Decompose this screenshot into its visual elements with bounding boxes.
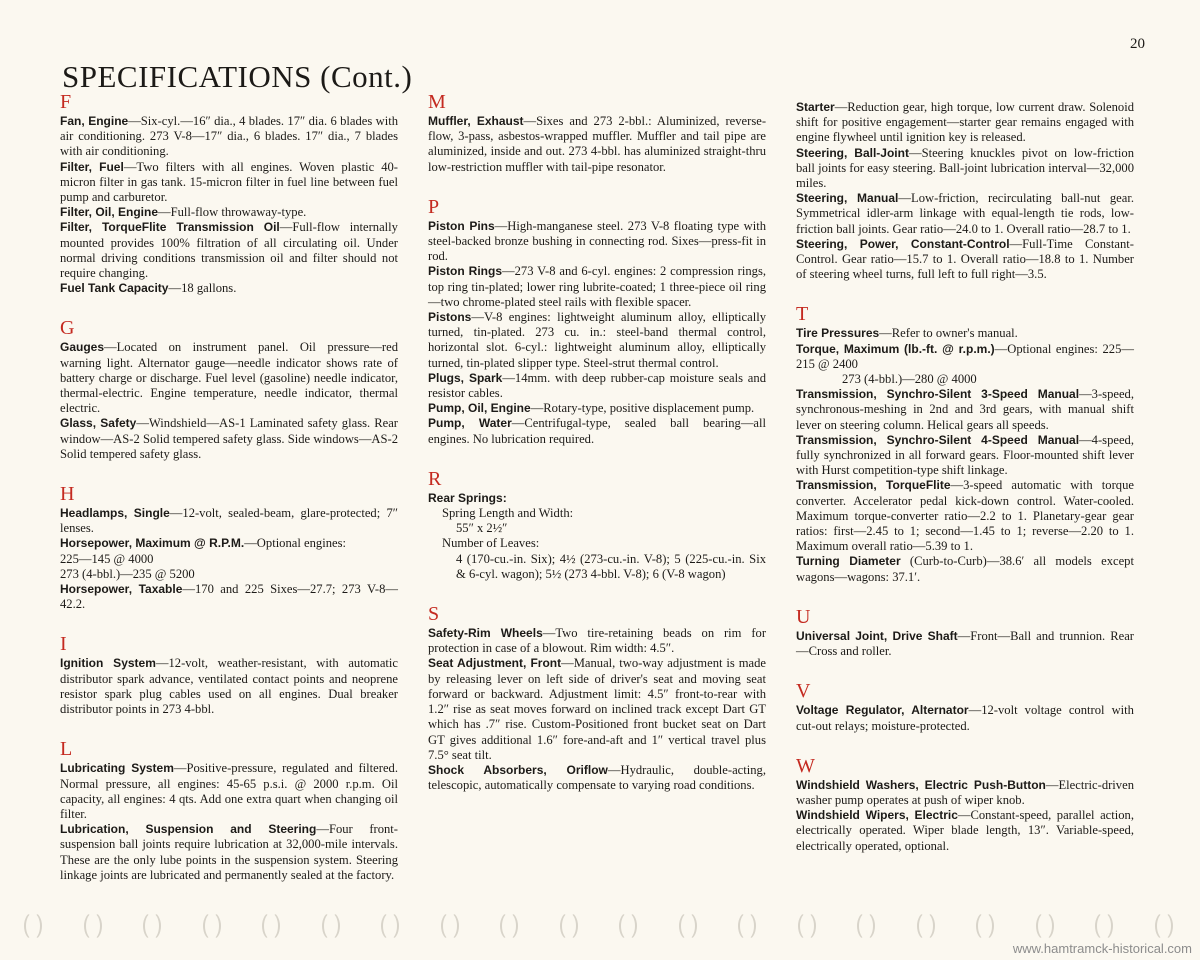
spec-entry (60, 281, 398, 296)
spec-description: —Electric-driven washer pump operates at push of wiper knob. (796, 777, 1134, 807)
spec-term: Fan, Engine (60, 114, 129, 128)
binder-hole (143, 912, 161, 940)
page-title: SPECIFICATIONS (Cont.) (62, 58, 413, 94)
spec-term: Windshield Washers, Electric Push-Button (796, 777, 1046, 792)
binder-hole (976, 912, 994, 940)
spec-description: —Centrifugal-type, sealed ball bearing—all engines. No lubrication required. (428, 416, 766, 446)
spec-description: —170 and 225 Sixes—27.7; 273 V-8—42.2. (60, 582, 398, 612)
page-number: 20 (1130, 36, 1145, 52)
spec-description: —Two tire-retaining beads on rim for protection in case of a blowout. Rim width: 4.5″. (428, 626, 767, 656)
spec-entry (796, 808, 1134, 854)
spec-description: —Refer to owner's manual. (879, 326, 1018, 341)
spec-section (796, 607, 1134, 659)
section-letter: H (60, 483, 75, 506)
spec-column-3 (796, 100, 1134, 876)
spec-term: Filter, Oil, Engine (60, 205, 159, 220)
spec-term: Shock Absorbers, Oriflow (428, 762, 608, 777)
spec-section (60, 739, 398, 883)
spec-entry (60, 761, 398, 822)
spec-section (428, 197, 766, 447)
section-letter: F (60, 91, 72, 113)
spec-term: Torque, Maximum (lb.-ft. @ r.p.m.) (796, 341, 995, 356)
spec-term: Glass, Safety (60, 416, 137, 431)
spec-entry (796, 433, 1134, 479)
binder-hole (738, 912, 756, 940)
spec-entry (428, 371, 766, 401)
spec-entry (428, 401, 766, 416)
spec-description: —Hydraulic, double-acting, telescopic, automatically compensate to varying road conditions. (428, 762, 767, 793)
spec-term: Horsepower, Maximum @ R.P.M. (60, 536, 245, 551)
spec-entry (428, 416, 766, 446)
binder-hole (500, 912, 518, 940)
spec-term: Muffler, Exhaust (428, 114, 524, 128)
spec-section (60, 634, 398, 717)
spec-line: 4 (170-cu.-in. Six); 4½ (273-cu.-in. V-8); 5 (225-cu.-in. Six & 6-cyl. wagon); 5½ (273 4-bbl. V-8); 6 (V-8 wagon) (456, 551, 766, 581)
binder-hole (560, 912, 578, 940)
spec-term: Pistons (428, 310, 472, 325)
binder-hole (917, 912, 935, 940)
spec-entry (60, 340, 398, 416)
spec-entry (796, 191, 1134, 237)
spec-section (796, 100, 1134, 282)
spec-description: (Curb-to-Curb)—38.6′ all models except wagons—wagons: 37.1′. (796, 554, 1134, 584)
binder-hole (1155, 912, 1173, 940)
spec-description: —Full-flow throwaway-type. (158, 205, 307, 220)
spec-entry (60, 114, 398, 160)
spec-entry (796, 703, 1134, 733)
section-letter: S (428, 603, 440, 626)
section-letter: R (428, 467, 442, 490)
spec-entry (428, 219, 766, 265)
spec-entry (60, 582, 398, 612)
spec-term: Tire Pressures (796, 326, 880, 341)
spec-term: Steering, Ball-Joint (796, 145, 909, 160)
binder-hole (262, 912, 280, 940)
binder-hole (24, 912, 42, 940)
spec-line: 225—145 @ 4000 (60, 551, 154, 566)
spec-term: Universal Joint, Drive Shaft (796, 628, 958, 643)
binder-hole (84, 912, 102, 940)
spec-term: Steering, Manual (796, 191, 899, 206)
spec-entry (428, 656, 766, 762)
spec-entry (796, 387, 1134, 433)
spec-description: —Full-Time Constant-Control. Gear ratio—15.7 to 1. Overall ratio—18.8 to 1. Number of steering wheel turns, full left to full right—3.5. (796, 236, 1134, 282)
spec-description: —Front—Ball and trunnion. Rear—Cross and roller. (796, 628, 1134, 659)
spec-description: —Positive-pressure, regulated and filtered. Normal pressure, all engines: 45-65 p.s.i. @ 2000 r.p.m. Oil capacity, all engines: 4 qts. Add one extra quart when changing oil filter. (60, 761, 398, 821)
spec-description: —Optional engines: (244, 536, 346, 551)
spec-term: Voltage Regulator, Alternator (796, 703, 969, 718)
spec-description: —Optional engines: 225—215 @ 2400 (796, 341, 1134, 371)
spec-entry (428, 763, 766, 793)
binder-hole (1095, 912, 1113, 940)
spec-description: —14mm. with deep rubber-cap moisture seals and resistor cables. (428, 370, 766, 401)
spec-description: —Steering knuckles pivot on low-friction ball joints for easy steering. Ball-joint lubrication interval—32,000 miles. (796, 145, 1134, 191)
spec-column-2 (428, 92, 766, 815)
spec-column-1 (60, 92, 398, 905)
spec-term: Steering, Power, Constant-Control (796, 236, 1010, 251)
spec-entry (796, 146, 1134, 192)
section-letter: V (796, 680, 811, 703)
spec-entry (796, 100, 1134, 146)
spec-entry (428, 626, 766, 656)
footer-url: www.hamtramck-historical.com (1012, 941, 1192, 956)
spec-term: Transmission, Synchro-Silent 4-Speed Manual (796, 432, 1080, 447)
spec-entry (796, 326, 1134, 341)
spec-section (796, 304, 1134, 584)
spec-description: —18 gallons. (168, 281, 237, 296)
spec-description: —Manual, two-way adjustment is made by releasing lever on left side of driver's seat and moving seat forward or backward. Adjustment limit: 4.5″ front-to-rear with 1.2″ rise as seat moves forward on inclined track except Dart GT which has .7″ rise. Custom-Positioned front bucket seat on Dart GT gives additional 1.6″ fore-and-aft and 1″ vertical travel plus 7.5° seat tilt. (428, 656, 767, 762)
spec-description: —Four front-suspension ball joints require lubrication at 32,000-mile intervals. These are the only lube points in the suspension system. Steering linkage joints are lubricated and permanently sealed at the factory. (60, 822, 398, 882)
spec-line: Number of Leaves: (442, 536, 540, 551)
spec-term: Lubricating System (60, 761, 174, 776)
spec-description: —V-8 engines: lightweight aluminum alloy, elliptically turned, tin-plated. 273 cu. in.: steel-band thermal control, horizontal slot. 6-cyl.: lightweight aluminum alloy, elliptically turned, tin-plated slipper type. Steel-strut thermal control. (428, 310, 766, 370)
spec-description: —Located on instrument panel. Oil pressure—red warning light. Alternator gauge—needle indicator shows rate of battery charge or discharge. Fuel level (gasoline) needle indicator, thermal-electric. Engine temperature, needle indicator, thermal electric. (60, 340, 398, 416)
spec-entry (796, 237, 1134, 283)
spec-term: Rear Springs: (428, 490, 507, 505)
spec-description: —High-manganese steel. 273 V-8 floating type with steel-backed bronze bushing in connecting rod. Sixes—press-fit in rod. (428, 218, 767, 264)
spec-term: Headlamps, Single (60, 506, 170, 521)
spec-term: Piston Rings (428, 264, 503, 279)
spec-term: Fuel Tank Capacity (60, 281, 169, 296)
spec-term: Starter (796, 100, 835, 114)
spec-term: Pump, Water (428, 416, 512, 431)
section-letter: L (60, 738, 73, 761)
binder-hole (203, 912, 221, 940)
spec-section (60, 484, 398, 612)
spec-entry (60, 822, 398, 883)
spec-description: —Windshield—AS-1 Laminated safety glass. Rear window—AS-2 Solid tempered safety glass. Side windows—AS-2 Solid tempered safety glass. (60, 416, 398, 461)
spec-term: Safety-Rim Wheels (428, 626, 543, 641)
spec-term: Gauges (60, 340, 105, 355)
spec-description: —273 V-8 and 6-cyl. engines: 2 compression rings, top ring tin-plated; lower ring lubrite-coated; 1 three-piece oil ring—two chrome-plated steel rails with flexible spacer. (428, 264, 766, 309)
spec-entry (60, 506, 398, 536)
section-letter: U (796, 605, 811, 628)
spec-term: Transmission, Synchro-Silent 3-Speed Manual (796, 387, 1080, 402)
spec-term: Ignition System (60, 656, 156, 671)
spec-entry (60, 536, 398, 582)
spec-term: Transmission, TorqueFlite (796, 478, 951, 493)
spec-description: —Six-cyl.—16″ dia., 4 blades. 17″ dia. 6 blades with air conditioning. 273 V-8—17″ dia., 6 blades. 17″ dia., 7 blades with air conditioning. (60, 114, 398, 159)
spec-entry (796, 629, 1134, 659)
spec-entry (428, 264, 766, 310)
section-letter: M (428, 91, 446, 113)
spec-description: —12-volt, sealed-beam, glare-protected; 7″ lenses. (60, 506, 398, 536)
spec-section (796, 756, 1134, 854)
spec-term: Windshield Wipers, Electric (796, 808, 958, 823)
spec-entry (796, 478, 1134, 554)
binder-hole (679, 912, 697, 940)
spec-term: Horsepower, Taxable (60, 582, 183, 597)
spec-line: 273 (4-bbl.)—235 @ 5200 (60, 566, 195, 581)
spec-description: —3-speed, synchronous-meshing in 2nd and 3rd gears, with manual shift lever on steering column. Helical gears all speeds. (796, 387, 1134, 432)
spec-description: —Reduction gear, high torque, low current draw. Solenoid shift for positive engagement—starter gear remains engaged with engine flywheel until ignition key is released. (796, 100, 1134, 145)
binder-hole (857, 912, 875, 940)
spec-term: Filter, Fuel (60, 159, 124, 174)
section-letter: T (796, 303, 809, 326)
spec-entry (428, 114, 766, 175)
binder-hole (798, 912, 816, 940)
binder-hole (619, 912, 637, 940)
spec-section (428, 92, 766, 175)
binder-holes (0, 912, 1200, 942)
spec-description: —Sixes and 273 2-bbl.: Aluminized, reverse-flow, 3-pass, asbestos-wrapped muffler. Muffler and tail pipe are aluminized, inside and out. 273 4-bbl. has aluminized straight-thru low-restriction muffler with tail-pipe resonator. (428, 114, 767, 174)
spec-term: Piston Pins (428, 218, 495, 233)
spec-section (796, 681, 1134, 733)
spec-line: Spring Length and Width: (442, 506, 574, 521)
spec-line: 273 (4-bbl.)—280 @ 4000 (842, 372, 977, 387)
binder-hole (1036, 912, 1054, 940)
spec-entry (796, 778, 1134, 808)
spec-entry (428, 310, 766, 371)
spec-entry (428, 491, 766, 582)
spec-entry (796, 554, 1134, 584)
spec-term: Turning Diameter (796, 554, 901, 569)
spec-entry (60, 220, 398, 281)
spec-description: —3-speed automatic with torque converter. Accelerator pedal kick-down control. Water-cooled. Maximum torque-converter ratio—2.2 to 1. Planetary-gear gear ratios: first—2.45 to 1; second—1.45 to 1; reverse—2.20 to 1. Maximum overall ratio—5.39 to 1. (796, 478, 1134, 554)
spec-description: —12-volt voltage control with cut-out relays; moisture-protected. (796, 703, 1134, 733)
section-letter: G (60, 317, 75, 340)
spec-entry (60, 160, 398, 206)
binder-hole (441, 912, 459, 940)
spec-line: 55″ x 2½″ (456, 521, 508, 536)
spec-term: Lubrication, Suspension and Steering (60, 822, 317, 837)
spec-entry (60, 656, 398, 717)
spec-section (60, 92, 398, 296)
spec-term: Filter, TorqueFlite Transmission Oil (60, 220, 280, 235)
binder-hole (381, 912, 399, 940)
spec-section (60, 318, 398, 462)
binder-hole (322, 912, 340, 940)
spec-term: Pump, Oil, Engine (428, 401, 531, 416)
spec-description: —Rotary-type, positive displacement pump. (530, 401, 755, 416)
spec-entry (796, 342, 1134, 388)
spec-description: —12-volt, weather-resistant, with automatic distributor spark advance, ventilated contact points and neoprene resistor spark plug cables used on all engines. Dual breaker distributor points in 273 4-bbl. (60, 656, 398, 717)
spec-section (428, 604, 766, 793)
section-letter: I (60, 633, 67, 656)
spec-section (428, 469, 766, 582)
spec-description: —4-speed, fully synchronized in all forward gears. Floor-mounted shift lever with Hurst competition-type shift linkage. (796, 432, 1134, 478)
spec-term: Plugs, Spark (428, 370, 503, 385)
spec-description: —Constant-speed, parallel action, electrically operated. Wiper blade length, 13″. Variable-speed, electrically operated, optional. (796, 808, 1134, 853)
spec-description: —Full-flow internally mounted provides 100% filtration of all circulating oil. Under normal driving conditions transmission oil and filter should not require changing. (60, 220, 398, 281)
section-letter: P (428, 195, 440, 218)
spec-description: —Two filters with all engines. Woven plastic 40-micron filter in gas tank. 15-micron filter in fuel line between fuel pump and carburetor. (60, 159, 398, 205)
spec-description: —Low-friction, recirculating ball-nut gear. Symmetrical idler-arm linkage with equal-length tie rods, low-friction ball joints. Gear ratio—24.0 to 1. Overall ratio—28.7 to 1. (796, 191, 1134, 236)
spec-term: Seat Adjustment, Front (428, 656, 562, 671)
spec-entry (60, 416, 398, 462)
section-letter: W (796, 754, 815, 777)
spec-entry (60, 205, 398, 220)
